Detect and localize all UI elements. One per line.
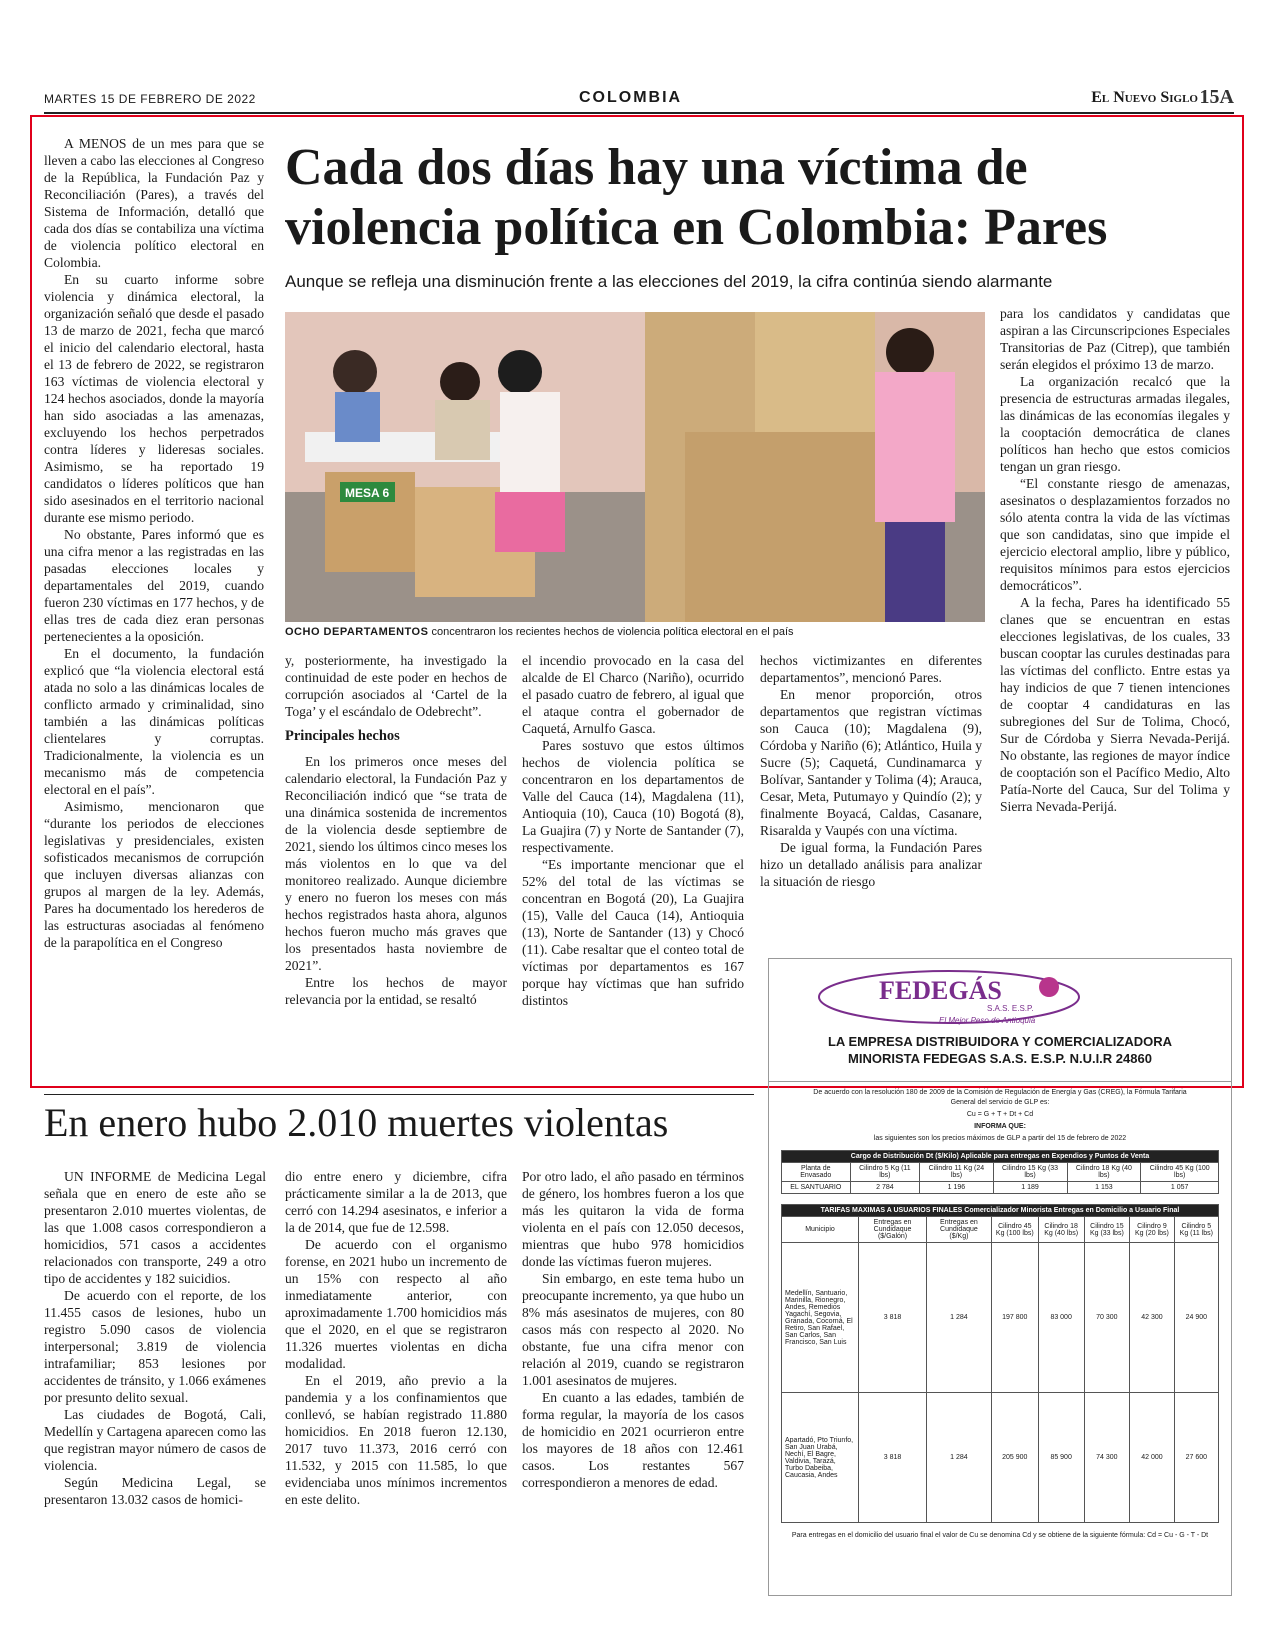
table-header: Municipio	[782, 1217, 859, 1243]
table-cell: 70 300	[1084, 1243, 1130, 1393]
table-cell: 27 600	[1174, 1393, 1218, 1523]
table-cell: 74 300	[1084, 1393, 1130, 1523]
paragraph: Por otro lado, el año pasado en términos de género, los hombres fueron a los que más les quitaron la vida de forma violenta en el país con 12.050 decesos, mientras que hubo 978 homicidios donde las víctimas fueron mujeres.	[522, 1169, 744, 1269]
table-cell: 205 900	[991, 1393, 1038, 1523]
photo-caption	[285, 626, 985, 638]
paragraph: y, posteriormente, ha investigado la continuidad de este poder en hechos de corrupción asociados al ‘Cartel de la Toga’ y el escándalo de Odebrecht”.	[285, 653, 507, 719]
table-row	[782, 1182, 1219, 1194]
article2-headline: En enero hubo 2.010 muertes violentas	[44, 1100, 669, 1145]
ad-footer-note: Para entregas en el domicilio del usuario final el valor de Cu se denomina Cd y se obtiene de la siguiente fórmula: Cd = Cu - G - T - Dt	[791, 1532, 1209, 1539]
article1-column-3	[522, 652, 744, 1009]
table-title: Cargo de Distribución Dt ($/Kilo) Aplicable para entregas en Expendios y Puntos de Venta	[782, 1151, 1219, 1163]
ad-formula: Cu = G + T + Dt + Cd	[966, 1111, 1034, 1118]
paragraph: “El constante riesgo de amenazas, asesinatos o desplazamientos forzados no sólo atenta contra la vida de las víctimas que son candidatas, sino que impide el ejercicio electoral amplio, libre y público, requisitos mínimos para estos ejercicios democráticos”.	[1000, 476, 1230, 593]
article2-column-1	[44, 1168, 266, 1508]
article2-column-3	[522, 1168, 744, 1491]
fedegas-logo	[769, 959, 1231, 1029]
paragraph: dio entre enero y diciembre, cifra prácticamente similar a la de 2013, que cerró con 14.294 asesinatos, e inferior a la de 2014, que fue de 12.598.	[285, 1169, 507, 1235]
table-header: Entregas en Cundidaque ($/Kg)	[927, 1217, 992, 1243]
paragraph: No obstante, Pares informó que es una cifra menor a las registradas en las pasadas elecciones locales y departamentales del 2019, cuando fueron 230 víctimas en 177 hechos, y de ellas tres de cada diez eran personas pertenecientes a la oposición.	[44, 527, 264, 644]
article-headline: Cada dos días hay una víctima de violencia política en Colombia: Pares	[285, 139, 1108, 256]
paragraph: Asimismo, mencionaron que “durante los periodos de elecciones legislativas y presidenciales, existen sofisticados mecanismos de corrupción que incluyen diversas alianzas con grupos al margen de la ley. Además, Pares ha documentado los herederos de las estructuras asociadas al fenómeno de la parapolítica en el Congreso	[44, 799, 264, 950]
logo-wordmark: FEDEGÁS	[879, 976, 1002, 1005]
table-cell: Medellín, Santuario, Marinilla, Rionegro, Andes, Remedios Yagachí, Segovia, Granada, Cocorná, El Retiro, San Rafael, San Carlos, San Francisco, San Luis	[782, 1243, 859, 1393]
table-cell: 2 784	[850, 1182, 920, 1194]
table-cell: 1 153	[1067, 1182, 1141, 1194]
paragraph: Según Medicina Legal, se presentaron 13.032 casos de homici-	[44, 1475, 266, 1507]
table-header: Cilindro 15 Kg (33 lbs)	[1084, 1217, 1130, 1243]
table-cell: 24 900	[1174, 1243, 1218, 1393]
paragraph: “Es importante mencionar que el 52% del total de las víctimas se concentran en Bogotá (20), La Guajira (15), Valle del Cauca (14), Antioquia (13), Norte de Santander (13) y Chocó (11). Cabe resaltar que el conteo total de víctimas por departamentos es 167 porque hay víctimas que han sufrido distintos	[522, 857, 744, 1008]
table-row	[782, 1243, 1219, 1393]
page-header	[44, 86, 1234, 114]
ad-company-lines	[769, 1033, 1231, 1067]
paragraph: En menor proporción, otros departamentos que registran víctimas son Cauca (10); Magdalena (9), Córdoba y Nariño (6); Atlántico, Huila y Sucre (5); Caquetá, Cundinamarca y Bolívar, Santander y Tolima (4); Arauca, Cesar, Meta, Putumayo y Quindío (2); y finalmente Boyacá, Caldas, Casanare, Risaralda y Vaupés con una víctima.	[760, 687, 982, 838]
paragraph: En su cuarto informe sobre violencia y dinámica electoral, la organización señaló que desde el pasado 13 de marzo de 2021, fecha que marcó el inicio del calendario electoral, hasta el 13 de febrero de 2022, se registraron 163 víctimas de violencia electoral y 124 hechos asociados, donde la mayoría han sido asociadas a las amenazas, excluyendo los hechos perpetrados contra líderes y lideresas sociales. Asimismo, se ha reportado 19 candidatos o líderes políticos que han sido asesinados en el territorio nacional durante ese mismo periodo.	[44, 272, 264, 525]
ad-line-1: LA EMPRESA DISTRIBUIDORA Y COMERCIALIZADORA	[827, 1034, 1173, 1049]
table-header: Cilindro 5 Kg (11 lbs)	[1174, 1217, 1218, 1243]
paragraph: Pares sostuvo que estos últimos hechos de violencia política se concentraron en los departamentos de Valle del Cauca (14), Magdalena (11), Antioquia (10), Cauca (10) Bogotá (8), La Guajira (7) y Norte de Santander (7), respectivamente.	[522, 738, 744, 855]
table-cell: 3 818	[859, 1393, 927, 1523]
paragraph: De acuerdo con el organismo forense, en 2021 hubo un incremento de un 15% con respecto al año inmediatamente anterior, con aproximadamente 1.700 homicidios más que el 2020, en el que se registraron 11.326 muertes violentas en dicha modalidad.	[285, 1237, 507, 1371]
table-cell: 1 284	[927, 1393, 992, 1523]
table-cell: 83 000	[1038, 1243, 1084, 1393]
table-header: Cilindro 5 Kg (11 lbs)	[850, 1163, 920, 1182]
paragraph: En cuanto a las edades, también de forma regular, la mayoría de los casos de homicidio en 2021 ocurrieron entre los mayores de 18 años con 12.461 casos. Los restantes 567 correspondieron a menores de edad.	[522, 1390, 744, 1490]
paragraph: En los primeros once meses del calendario electoral, la Fundación Paz y Reconciliación indicó que “se trata de una dinámica sostenida de incrementos de la violencia desde septiembre de 2021, siendo los últimos cinco meses los más violentos en lo que va del monitoreo realizado. Aunque diciembre y enero no fueron los meses con más hechos registrados hasta ahora, algunos hechos fueron mucho más graves que los presentados hasta noviembre de 2021”.	[285, 754, 507, 973]
table-header: Cilindro 45 Kg (100 lbs)	[1141, 1163, 1219, 1182]
section-name: COLOMBIA	[579, 89, 683, 106]
issue-date: MARTES 15 DE FEBRERO DE 2022	[44, 92, 256, 106]
table-header: Planta de Envasado	[782, 1163, 851, 1182]
paragraph: UN INFORME de Medicina Legal señala que en enero de este año se presentaron 2.010 muertes violentas, de las que 1.008 casos correspondieron a homicidios, 571 casos a accidentes relacionados con transporte, 249 a otro tipo de accidentes y 182 suicidios.	[44, 1169, 266, 1286]
article1-column-4	[760, 652, 982, 890]
table-cell: 42 300	[1130, 1243, 1174, 1393]
table-header: Cilindro 45 Kg (100 lbs)	[991, 1217, 1038, 1243]
table-cell: 3 818	[859, 1243, 927, 1393]
ad-prices-note: las siguientes son los precios máximos de GLP a partir del 15 de febrero de 2022	[873, 1135, 1127, 1142]
page-number: 15A	[1199, 86, 1234, 108]
paragraph: La organización recalcó que la presencia de estructuras armadas ilegales, las dinámicas de las economías ilegales y la cooptación democrática de clanes políticos han hecho que estos comicios tengan un gran riesgo.	[1000, 374, 1230, 474]
article2-column-2	[285, 1168, 507, 1508]
newspaper-brand: El Nuevo Siglo	[1091, 89, 1198, 106]
mesa-sign: MESA 6	[345, 486, 390, 500]
divider	[44, 1094, 754, 1095]
paragraph: De igual forma, la Fundación Pares hizo un detallado análisis para analizar la situación de riesgo	[760, 840, 982, 889]
ad-resolution: De acuerdo con la resolución 180 de 2009 de la Comisión de Regulación de Energía y Gas (CREG), la Fórmula Tarifaria General del servicio de GLP es:	[813, 1089, 1187, 1106]
table-row	[782, 1393, 1219, 1523]
table-cell: 1 057	[1141, 1182, 1219, 1194]
ad-informa: INFORMA QUE:	[974, 1123, 1026, 1130]
distribution-table	[781, 1150, 1219, 1194]
table-header: Cilindro 15 Kg (33 lbs)	[993, 1163, 1067, 1182]
paragraph: Las ciudades de Bogotá, Cali, Medellín y Cartagena aparecen como las que registran mayor número de casos de violencia.	[44, 1407, 266, 1473]
table-title: TARIFAS MAXIMAS A USUARIOS FINALES Comercializador Minorista Entregas en Domicilio a Usuario Final	[782, 1205, 1219, 1217]
paragraph: En el 2019, año previo a la pandemia y a los confinamientos que conllevó, se habían registrado 11.880 homicidios. En 2018 fueron 12.130, 2017 tuvo 11.373, 2016 cerró con 11.532, y 2015 con 11.585, lo que evidenciaba unos mínimos incrementos en este delito.	[285, 1373, 507, 1507]
table-cell: 197 800	[991, 1243, 1038, 1393]
caption-text: concentraron los recientes hechos de violencia política electoral en el país	[428, 626, 794, 638]
paragraph: Sin embargo, en este tema hubo un preocupante incremento, ya que hubo un 8% más asesinatos de mujeres, con 80 casos más con respecto al 2020. No obstante, fue una cifra menor con relación al 2019, cuando se registraron 1.001 asesinatos de mujeres.	[522, 1271, 744, 1388]
paragraph: el incendio provocado en la casa del alcalde de El Charco (Nariño), ocurrido el pasado cuatro de febrero, al igual que el ataque contra el gobernador de Caquetá, Arnulfo Gasca.	[522, 653, 744, 736]
paragraph: A la fecha, Pares ha identificado 55 clanes que se encuentran en estas elecciones legislativas, de los cuales, 33 buscan cooptar las curules destinadas para las víctimas del conflicto. Entre estas ya hay indicios de que 7 tienen intenciones de cooptar 4 candidaturas en las subregiones del Sur de Tolima, Chocó, Sur de Córdoba y Sierra Nevada-Perijá. No obstante, las regiones de mayor índice de cooptación son el Pacífico Medio, Alto Patía-Norte del Cauca, Sur del Tolima y Sierra Nevada-Perijá.	[1000, 595, 1230, 814]
table-cell: 1 284	[927, 1243, 992, 1393]
table-cell: 1 196	[920, 1182, 993, 1194]
table-cell: 1 189	[993, 1182, 1067, 1194]
paragraph: Entre los hechos de mayor relevancia por la entidad, se resaltó	[285, 975, 507, 1007]
article-photo	[285, 312, 985, 622]
paragraph: A MENOS de un mes para que se lleven a cabo las elecciones al Congreso de la República, la Fundación Paz y Reconciliación (Pares), a través del Sistema de Información, detalló que cada dos días se contabiliza una víctima de violencia político electoral en Colombia.	[44, 136, 264, 270]
table-cell: 85 900	[1038, 1393, 1084, 1523]
paragraph: para los candidatos y candidatas que aspiran a las Circunscripciones Especiales Transitorias de Paz (Citrep), que también serán elegidos el próximo 13 de marzo.	[1000, 306, 1230, 372]
mascot-icon	[1039, 977, 1059, 997]
ad-line-2: MINORISTA FEDEGAS S.A.S. E.S.P. N.U.I.R 24860	[848, 1051, 1152, 1066]
paragraph: De acuerdo con el reporte, de los 11.455 casos de lesiones, hubo un registro 5.090 casos de violencia interpersonal; 3.819 de violencia intrafamiliar; 853 lesiones por accidentes de tránsito, y 1.066 exámenes por presunto delito sexual.	[44, 1288, 266, 1405]
fedegas-ad-tables	[768, 1080, 1232, 1596]
voting-scene-illustration	[285, 312, 985, 622]
table-cell: EL SANTUARIO	[782, 1182, 851, 1194]
article1-column-5	[1000, 305, 1230, 815]
section-subtitle: Principales hechos	[285, 728, 400, 744]
caption-lead: OCHO DEPARTAMENTOS	[285, 626, 429, 638]
paragraph: hechos victimizantes en diferentes departamentos”, mencionó Pares.	[760, 653, 982, 685]
article1-column-2	[285, 652, 507, 1008]
table-header: Cilindro 18 Kg (40 lbs)	[1067, 1163, 1141, 1182]
article1-column-1	[44, 135, 264, 951]
table-header: Cilindro 18 Kg (40 lbs)	[1038, 1217, 1084, 1243]
final-tariffs-table	[781, 1204, 1219, 1523]
table-cell: Apartadó, Pto Triunfo, San Juan Urabá, Nechí, El Bagre, Valdivia, Tarazá, Turbo Dabeiba, Caucasia, Andes	[782, 1393, 859, 1523]
logo-suffix: S.A.S. E.S.P.	[987, 1004, 1034, 1013]
logo-slogan: El Mejor Peso de Antioquia	[939, 1016, 1036, 1025]
table-header: Entregas en Cundidaque ($/Galón)	[859, 1217, 927, 1243]
table-header: Cilindro 11 Kg (24 lbs)	[920, 1163, 993, 1182]
fedegas-ad-header	[768, 958, 1232, 1082]
paragraph: En el documento, la fundación explicó que “la violencia electoral está atada no solo a las dinámicas locales de conflicto armado y criminalidad, sino también a las dinámicas políticas clientelares y corruptas. Tradicionalmente, la violencia es un mecanismo más de competencia electoral en el país”.	[44, 646, 264, 797]
article-subhead: Aunque se refleja una disminución frente a las elecciones del 2019, la cifra continúa siendo alarmante	[285, 272, 1053, 291]
table-cell: 42 000	[1130, 1393, 1174, 1523]
table-header: Cilindro 9 Kg (20 lbs)	[1130, 1217, 1174, 1243]
